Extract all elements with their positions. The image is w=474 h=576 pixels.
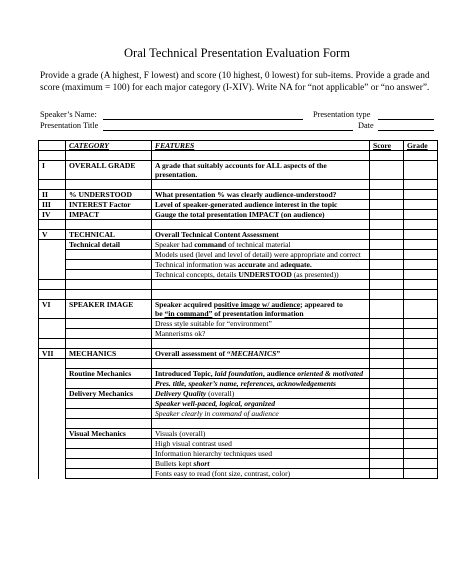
grade-header: Grade [404,141,438,151]
table-row: Information hierarchy techniques used [39,449,438,459]
date-label: Date [358,121,374,130]
score-cell[interactable] [370,329,404,339]
grade-cell[interactable] [404,190,438,200]
table-row: High visual contrast used [39,439,438,449]
score-cell[interactable] [370,379,404,389]
score-cell[interactable] [370,429,404,439]
grade-cell[interactable] [404,349,438,359]
grade-cell[interactable] [404,439,438,449]
presentation-title-label: Presentation Title [40,121,99,130]
grade-cell[interactable] [404,300,438,319]
speaker-name-field[interactable] [103,119,303,120]
grade-cell[interactable] [404,369,438,379]
score-cell[interactable] [370,369,404,379]
table-row: Speaker well-paced, logical, organized [39,399,438,409]
score-cell[interactable] [370,469,404,479]
evaluation-table [38,140,438,479]
category-header: CATEGORY [66,141,152,151]
table-row: I OVERALL GRADE A grade that suitably accounts for ALL aspects of the presentation. [39,161,438,180]
instructions: Provide a grade (A highest, F lowest) and score (10 highest, 0 lowest) for sub-items. Provide a grade and score (maximum = 100) for each major category (I-XIV). Write NA for “not applicable” or “no answer”. [40,71,430,93]
table-row: Routine Mechanics Introduced Topic, laid foundation, audience oriented & motivated [39,369,438,379]
table-row: IV IMPACT Gauge the total presentation IMPACT (on audience) [39,210,438,220]
table-row: V TECHNICAL Overall Technical Content Assessment [39,230,438,240]
table-row: Visual Mechanics Visuals (overall) [39,429,438,439]
score-cell[interactable] [370,449,404,459]
date-field[interactable] [378,130,434,131]
table-row: Mannerisms ok? [39,329,438,339]
form-title: Oral Technical Presentation Evaluation Form [124,46,350,60]
score-cell[interactable] [370,260,404,270]
table-row: Bullets kept short [39,459,438,469]
table-row: VI SPEAKER IMAGE Speaker acquired positive image w/ audience; appeared to be “in command” of presentation information [39,300,438,319]
grade-cell[interactable] [404,469,438,479]
table-row: III INTEREST Factor Level of speaker-generated audience interest in the topic [39,200,438,210]
table-row: Models used (level and level of detail) were appropriate and correct [39,250,438,260]
table-row: Pres. title, speaker’s name, references, acknowledgements [39,379,438,389]
table-row: Technical concepts, details UNDERSTOOD (as presented)) [39,270,438,280]
score-cell[interactable] [370,161,404,180]
grade-cell[interactable] [404,459,438,469]
grade-cell[interactable] [404,399,438,409]
table-row [39,419,438,429]
presentation-title-field[interactable] [103,130,353,131]
score-cell[interactable] [370,459,404,469]
score-cell[interactable] [370,190,404,200]
score-cell[interactable] [370,250,404,260]
features-header: FEATURES [152,141,370,151]
grade-cell[interactable] [404,210,438,220]
table-row: Technical detail Speaker had command of technical material [39,240,438,250]
grade-cell[interactable] [404,379,438,389]
grade-cell[interactable] [404,260,438,270]
grade-cell[interactable] [404,161,438,180]
score-cell[interactable] [370,419,404,429]
score-cell[interactable] [370,240,404,250]
grade-cell[interactable] [404,250,438,260]
score-cell[interactable] [370,200,404,210]
presentation-type-field[interactable] [378,119,434,120]
score-cell[interactable] [370,270,404,280]
score-cell[interactable] [370,439,404,449]
score-cell[interactable] [370,349,404,359]
grade-cell[interactable] [404,319,438,329]
grade-cell[interactable] [404,389,438,399]
grade-cell[interactable] [404,240,438,250]
score-header: Score [370,141,404,151]
grade-cell[interactable] [404,449,438,459]
score-cell[interactable] [370,319,404,329]
grade-cell[interactable] [404,419,438,429]
presentation-type-label: Presentation type [313,110,371,119]
grade-cell[interactable] [404,409,438,419]
score-cell[interactable] [370,389,404,399]
score-cell[interactable] [370,409,404,419]
table-row: Speaker clearly in command of audience [39,409,438,419]
grade-cell[interactable] [404,429,438,439]
grade-cell[interactable] [404,200,438,210]
table-row: VII MECHANICS Overall assessment of “MECHANICS” [39,349,438,359]
table-row: II % UNDERSTOOD What presentation % was clearly audience-understood? [39,190,438,200]
table-row: Fonts easy to read (font size, contrast, color) [39,469,438,479]
score-cell[interactable] [370,230,404,240]
score-cell[interactable] [370,300,404,319]
speaker-name-label: Speaker’s Name: [40,110,97,119]
grade-cell[interactable] [404,230,438,240]
score-cell[interactable] [370,210,404,220]
table-row: Delivery Mechanics Delivery Quality (overall) [39,389,438,399]
table-row: Dress style suitable for “environment” [39,319,438,329]
score-cell[interactable] [370,399,404,409]
grade-cell[interactable] [404,270,438,280]
grade-cell[interactable] [404,329,438,339]
table-row: Technical information was accurate and adequate. [39,260,438,270]
header-row [39,141,438,151]
